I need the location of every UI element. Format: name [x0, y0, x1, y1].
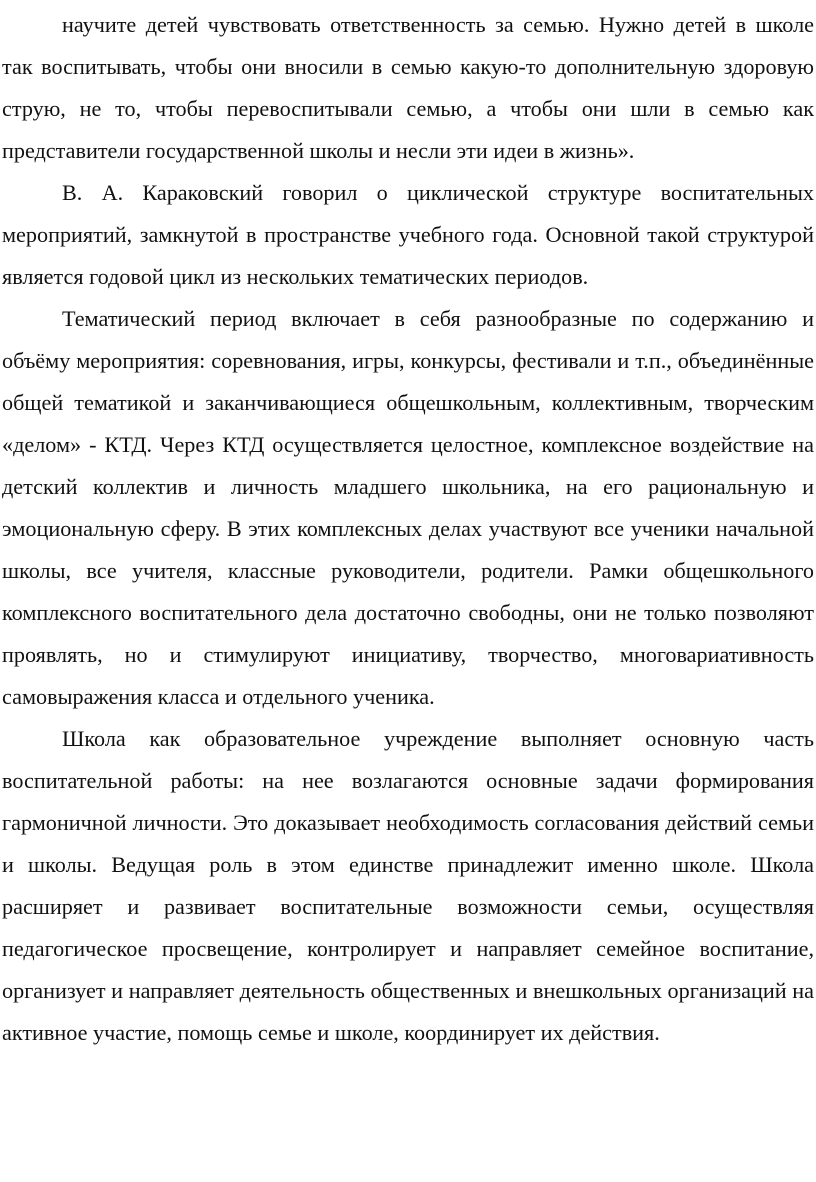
paragraph-3: Тематический период включает в себя разнообразные по содержанию и объёму мероприятия: соревнования, игры, конкурсы, фестивали и т.п., объединённые общей тематикой и заканчивающиеся общешкольным, коллективным, творческим «делом» - КТД. Через КТД осуществляется целостное, комплексное воздействие на детский коллектив и личность младшего школьника, на его рациональную и эмоциональную сферу. В этих комплексных делах участвуют все ученики начальной школы, все учителя, классные руководители, родители. Рамки общешкольного комплексного воспитательного дела достаточно свободны, они не только позволяют проявлять, но и стимулируют инициативу, творчество, многовариативность самовыражения класса и отдельного ученика.	[2, 306, 814, 709]
paragraph-2: В. А. Караковский говорил о циклической структуре воспитательных мероприятий, замкнутой в пространстве учебного года. Основной такой структурой является годовой цикл из нескольких тематических периодов.	[2, 180, 814, 289]
paragraph-4: Школа как образовательное учреждение выполняет основную часть воспитательной работы: на нее возлагаются основные задачи формирования гармоничной личности. Это доказывает необходимость согласования действий семьи и школы. Ведущая роль в этом единстве принадлежит именно школе. Школа расширяет и развивает воспитательные возможности семьи, осуществляя педагогическое просвещение, контролирует и направляет семейное воспитание, организует и направляет деятельность общественных и внешкольных организаций на активное участие, помощь семье и школе, координирует их действия.	[2, 726, 814, 1045]
paragraph-1: научите детей чувствовать ответственность за семью. Нужно детей в школе так воспитывать, чтобы они вносили в семью какую-то дополнительную здоровую струю, не то, чтобы перевоспитывали семью, а чтобы они шли в семью как представители государственной школы и несли эти идеи в жизнь».	[2, 12, 814, 163]
